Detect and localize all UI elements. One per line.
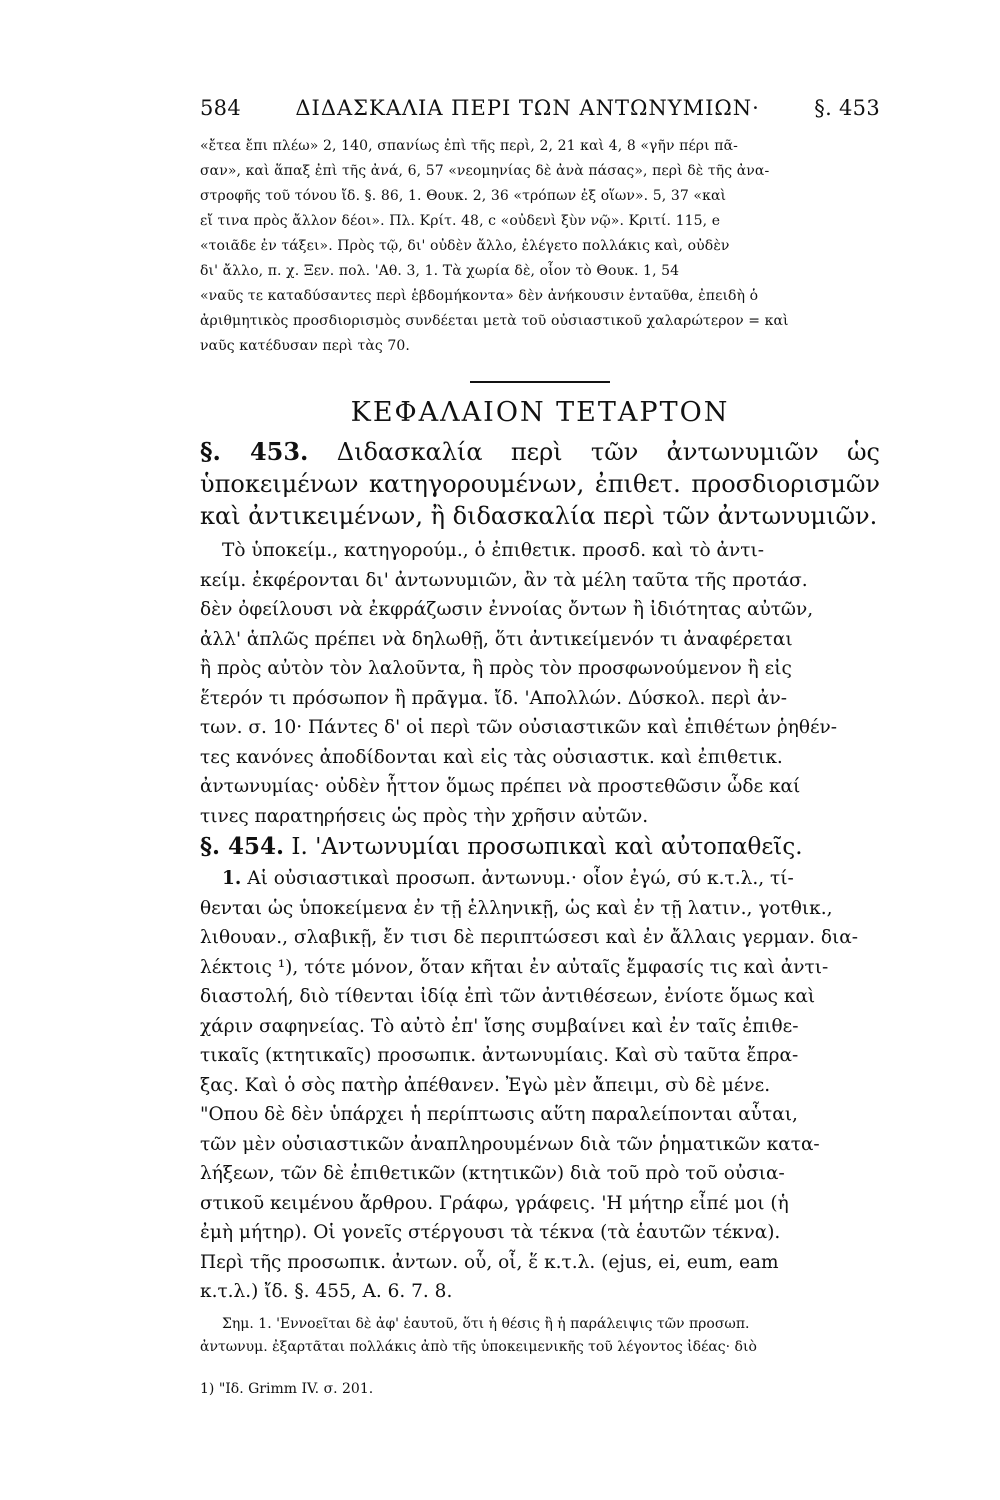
- body-line: τικαῖς (κτητικαῖς) προσωπικ. ἀντωνυμίαις. Καὶ σὺ ταῦτα ἔπρα-: [200, 1045, 799, 1066]
- paragraph-number: 1.: [222, 868, 242, 889]
- running-head: [200, 96, 880, 120]
- body-line: κείμ. ἐκφέρονται δι' ἀντωνυμιῶν, ἂν τὰ μέλη ταῦτα τῆς προτάσ.: [200, 569, 808, 591]
- body-line: λέκτοις ¹), τότε μόνον, ὅταν κῆται ἐν αὐταῖς ἔμφασίς τις καὶ ἀντι-: [200, 956, 829, 978]
- body-line: ἐμὴ μήτηρ). Οἱ γονεῖς στέργουσι τὰ τέκνα (τὰ ἑαυτῶν τέκνα).: [200, 1222, 781, 1243]
- top-note-line: σαν», καὶ ἅπαξ ἐπὶ τῆς ἀνά, 6, 57 «νεομηνίας δὲ ἀνὰ πάσας», περὶ δὲ τῆς ἀνα-: [200, 163, 770, 179]
- top-note-line: «ναῦς τε καταδύσαντες περὶ ἑβδομήκοντα» δὲν ἀνήκουσιν ἐνταῦθα, ἐπειδὴ ὁ: [200, 288, 759, 304]
- body-line: λιθουαν., σλαβικῇ, ἔν τισι δὲ περιπτώσεσι καὶ ἐν ἄλλαις γερμαν. δια-: [200, 927, 859, 948]
- footnote: 1) "Ιδ. Grimm IV. σ. 201.: [200, 1380, 374, 1397]
- note-line: ἀντωνυμ. ἐξαρτᾶται πολλάκις ἀπὸ τῆς ὑποκειμενικῆς τοῦ λέγοντος ἰδέας· διὸ: [200, 1338, 757, 1355]
- top-note-line: στροφῆς τοῦ τόνου ἴδ. §. 86, 1. Θουκ. 2, 36 «τρόπων ἐξ οἵων». 5, 37 «καὶ: [200, 188, 727, 204]
- body-line: τες κανόνες ἀποδίδονται καὶ εἰς τὰς οὐσιαστικ. καὶ ἐπιθετικ.: [200, 746, 783, 768]
- top-note-line: δι' ἄλλο, π. χ. Ξεν. πολ. 'Αθ. 3, 1. Τὰ χωρία δὲ, οἷον τὸ Θουκ. 1, 54: [200, 263, 680, 279]
- body-line: κ.τ.λ.) ἴδ. §. 455, Α. 6. 7. 8.: [200, 1281, 453, 1302]
- chapter-title: ΚΕΦΑΛΑΙΟΝ ΤΕΤΑΡΤΟΝ: [350, 397, 730, 428]
- running-title: ΔΙΔΑΣΚΑΛΙΑ ΠΕΡΙ ΤΩΝ ΑΝΤΩΝΥΜΙΩΝ·: [295, 96, 760, 120]
- body-line: θενται ὡς ὑποκείμενα ἐν τῇ ἑλληνικῇ, ὡς καὶ ἐν τῇ λατιν., γοτθικ.,: [200, 897, 833, 919]
- body-line: [200, 864, 880, 894]
- body-line: λήξεων, τῶν δὲ ἐπιθετικῶν (κτητικῶν) διὰ τοῦ πρὸ τοῦ οὐσια-: [200, 1163, 785, 1184]
- body-line: δὲν ὀφείλουσι νὰ ἐκφράζωσιν ἐννοίας ὄντων ἢ ἰδιότητας αὐτῶν,: [200, 599, 814, 620]
- body-line: Περὶ τῆς προσωπικ. ἀντων. οὗ, οἷ, ἕ κ.τ.λ. (ejus, ei, eum, eam: [200, 1251, 779, 1273]
- top-note-line: ἀριθμητικὸς προσδιορισμὸς συνδέεται μετὰ τοῦ οὐσιαστικοῦ χαλαρώτερον = καὶ: [200, 313, 789, 329]
- body-line: ξας. Καὶ ὁ σὸς πατὴρ ἀπέθανεν. Ἐγὼ μὲν ἄπειμι, σὺ δὲ μένε.: [200, 1074, 771, 1096]
- body-line: διαστολή, διὸ τίθενται ἰδίᾳ ἐπὶ τῶν ἀντιθέσεων, ἐνίοτε ὅμως καὶ: [200, 986, 816, 1007]
- top-notes: [200, 134, 880, 359]
- section-453-body: [200, 536, 880, 831]
- top-note-line: εἴ τινα πρὸς ἄλλον δέοι». Πλ. Κρίτ. 48, c «οὐδενὶ ξὺν νῷ». Κριτί. 115, e: [200, 213, 721, 229]
- body-line: χάριν σαφηνείας. Τὸ αὐτὸ ἐπ' ἴσης συμβαίνει καὶ ἐν ταῖς ἐπιθε-: [200, 1015, 799, 1037]
- section-454-number: §. 454.: [200, 833, 285, 860]
- running-section: §. 453: [814, 96, 880, 120]
- book-page: [200, 96, 880, 1397]
- section-454-heading: [200, 833, 880, 860]
- top-note-line: «ἔτεα ἔπι πλέω» 2, 140, σπανίως ἐπὶ τῆς περὶ, 2, 21 καὶ 4, 8 «γῆν πέρι πᾶ-: [200, 138, 738, 154]
- section-454-body: [200, 864, 880, 1307]
- body-line: τινες παρατηρήσεις ὡς πρὸς τὴν χρῆσιν αὐτῶν.: [200, 805, 649, 827]
- body-line-text: Αἱ οὐσιαστικαὶ προσωπ. ἀντωνυμ.· οἷον ἐγώ, σύ κ.τ.λ., τί-: [247, 868, 794, 889]
- body-line: ἀντωνυμίας· οὐδὲν ἧττον ὅμως πρέπει νὰ προστεθῶσιν ὧδε καί: [200, 776, 801, 797]
- body-line: των. σ. 10· Πάντες δ' οἱ περὶ τῶν οὐσιαστικῶν καὶ ἐπιθέτων ῥηθέν-: [200, 717, 838, 738]
- body-line: ἕτερόν τι πρόσωπον ἢ πρᾶγμα. ἴδ. 'Απολλών. Δύσκολ. περὶ ἀν-: [200, 687, 787, 709]
- section-454-title: Ι. 'Αντωνυμίαι προσωπικαὶ καὶ αὐτοπαθεῖς.: [291, 834, 803, 860]
- chapter-divider: [470, 381, 610, 383]
- section-453-heading: [200, 436, 880, 532]
- body-line: ἀλλ' ἁπλῶς πρέπει νὰ δηλωθῇ, ὅτι ἀντικείμενόν τι ἀναφέρεται: [200, 628, 793, 650]
- section-453-title: Διδασκαλία περὶ τῶν ἀντωνυμιῶν ὡς ὑποκειμένων κατηγορουμένων, ἐπιθετ. προσδιορισμῶν καὶ ἀντικειμένων, ἢ διδασκαλία περὶ τῶν ἀντωνυμιῶν.: [200, 438, 880, 530]
- body-line: "Οπου δὲ δὲν ὑπάρχει ἡ περίπτωσις αὕτη παραλείπονται αὗται,: [200, 1104, 798, 1125]
- body-line: Τὸ ὑποκείμ., κατηγορούμ., ὁ ἐπιθετικ. προσδ. καὶ τὸ ἀντι-: [222, 540, 764, 561]
- remark-note: [200, 1313, 880, 1359]
- top-note-line: ναῦς κατέδυσαν περὶ τὰς 70.: [200, 338, 410, 354]
- body-line: ἢ πρὸς αὐτὸν τὸν λαλοῦντα, ἢ πρὸς τὸν προσφωνούμενον ἢ εἰς: [200, 658, 792, 679]
- note-line: Σημ. 1. 'Εννοεῖται δὲ ἀφ' ἑαυτοῦ, ὅτι ἡ θέσις ἢ ἡ παράλειψις τῶν προσωπ.: [222, 1315, 750, 1332]
- top-note-line: «τοιᾶδε ἐν τάξει». Πρὸς τῷ, δι' οὐδὲν ἄλλο, ἐλέγετο πολλάκις καὶ, οὐδὲν: [200, 238, 730, 254]
- section-453-number: §. 453.: [200, 437, 309, 466]
- body-line: τῶν μὲν οὐσιαστικῶν ἀναπληρουμένων διὰ τῶν ῥηματικῶν κατα-: [200, 1133, 820, 1155]
- page-number: 584: [200, 96, 241, 120]
- body-line: στικοῦ κειμένου ἄρθρου. Γράφω, γράφεις. 'Η μήτηρ εἶπέ μοι (ἡ: [200, 1192, 789, 1214]
